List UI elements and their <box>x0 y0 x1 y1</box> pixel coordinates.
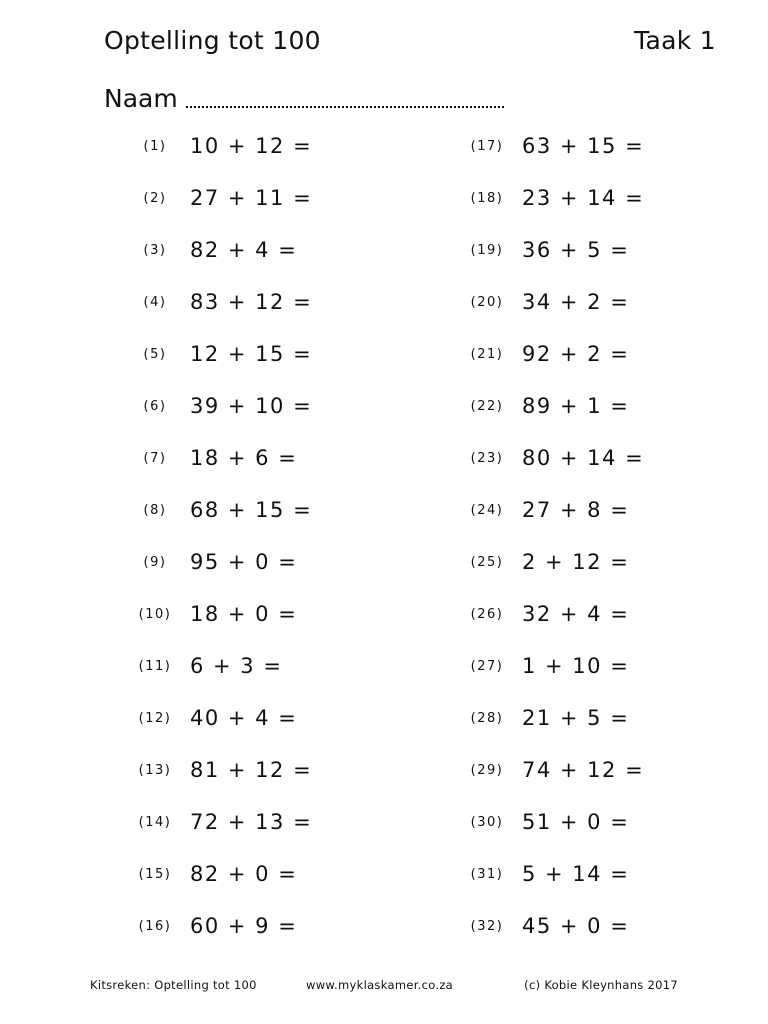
problem-number: (15) <box>138 866 172 882</box>
problem-expression: 95 + 0 = <box>190 550 298 574</box>
problem-item <box>452 276 752 328</box>
problem-number: (17) <box>470 138 504 154</box>
problem-number: (16) <box>138 918 172 934</box>
problem-expression: 34 + 2 = <box>522 290 630 314</box>
problem-number: (4) <box>143 294 167 310</box>
problem-expression: 60 + 9 = <box>190 914 298 938</box>
problem-item <box>452 120 752 172</box>
footer-copyright: (c) Kobie Kleynhans 2017 <box>524 978 678 992</box>
problem-item <box>452 536 752 588</box>
problem-item <box>120 172 420 224</box>
problem-number: (8) <box>143 502 167 518</box>
problem-item <box>452 900 752 952</box>
name-field <box>104 80 504 114</box>
problem-expression: 27 + 11 = <box>190 186 313 210</box>
problem-item <box>120 900 420 952</box>
problem-expression: 40 + 4 = <box>190 706 298 730</box>
problem-expression: 21 + 5 = <box>522 706 630 730</box>
problem-item <box>452 224 752 276</box>
problem-number: (11) <box>138 658 172 674</box>
problem-item <box>452 380 752 432</box>
problem-expression: 18 + 6 = <box>190 446 298 470</box>
problem-item <box>120 692 420 744</box>
problem-expression: 27 + 8 = <box>522 498 630 522</box>
problem-item <box>452 796 752 848</box>
problem-item <box>120 640 420 692</box>
problem-item <box>120 796 420 848</box>
problem-number: (20) <box>470 294 504 310</box>
problem-column-left <box>120 120 420 952</box>
problem-expression: 81 + 12 = <box>190 758 313 782</box>
problem-item <box>452 328 752 380</box>
problem-expression: 72 + 13 = <box>190 810 313 834</box>
problem-item <box>452 692 752 744</box>
problem-number: (31) <box>470 866 504 882</box>
problem-expression: 51 + 0 = <box>522 810 630 834</box>
problem-number: (29) <box>470 762 504 778</box>
problem-item <box>120 848 420 900</box>
problem-number: (3) <box>143 242 167 258</box>
problem-item <box>120 120 420 172</box>
footer-website: www.myklaskamer.co.za <box>306 978 454 992</box>
problem-item <box>452 744 752 796</box>
problem-number: (7) <box>143 450 167 466</box>
problem-number: (14) <box>138 814 172 830</box>
problem-item <box>120 380 420 432</box>
problem-number: (9) <box>143 554 167 570</box>
problem-item <box>120 588 420 640</box>
problem-item <box>120 328 420 380</box>
footer-title: Kitsreken: Optelling tot 100 <box>90 978 257 992</box>
problem-expression: 92 + 2 = <box>522 342 630 366</box>
problem-expression: 82 + 4 = <box>190 238 298 262</box>
problem-number: (2) <box>143 190 167 206</box>
problem-item <box>452 432 752 484</box>
problem-expression: 32 + 4 = <box>522 602 630 626</box>
problem-expression: 23 + 14 = <box>522 186 645 210</box>
problem-item <box>120 484 420 536</box>
problem-number: (27) <box>470 658 504 674</box>
problem-expression: 1 + 10 = <box>522 654 630 678</box>
problem-item <box>452 484 752 536</box>
problem-column-right <box>452 120 752 952</box>
problem-expression: 63 + 15 = <box>522 134 645 158</box>
problem-item <box>120 744 420 796</box>
name-label: Naam <box>104 84 178 113</box>
problem-number: (30) <box>470 814 504 830</box>
problem-number: (6) <box>143 398 167 414</box>
problem-expression: 6 + 3 = <box>190 654 283 678</box>
problem-expression: 10 + 12 = <box>190 134 313 158</box>
problem-item <box>452 848 752 900</box>
problem-item <box>452 640 752 692</box>
problem-number: (25) <box>470 554 504 570</box>
problem-number: (28) <box>470 710 504 726</box>
problem-expression: 2 + 12 = <box>522 550 630 574</box>
problem-expression: 36 + 5 = <box>522 238 630 262</box>
problem-number: (18) <box>470 190 504 206</box>
problem-expression: 39 + 10 = <box>190 394 313 418</box>
problem-item <box>120 536 420 588</box>
problem-item <box>120 224 420 276</box>
worksheet-header <box>104 26 716 66</box>
problem-number: (23) <box>470 450 504 466</box>
problem-expression: 83 + 12 = <box>190 290 313 314</box>
problem-number: (32) <box>470 918 504 934</box>
problem-item <box>120 432 420 484</box>
problem-number: (12) <box>138 710 172 726</box>
problem-number: (21) <box>470 346 504 362</box>
problem-list <box>0 120 768 952</box>
problem-item <box>452 588 752 640</box>
problem-expression: 68 + 15 = <box>190 498 313 522</box>
problem-expression: 45 + 0 = <box>522 914 630 938</box>
problem-item <box>452 172 752 224</box>
problem-number: (1) <box>143 138 167 154</box>
problem-number: (24) <box>470 502 504 518</box>
worksheet-title: Optelling tot 100 <box>104 26 321 55</box>
problem-expression: 82 + 0 = <box>190 862 298 886</box>
problem-expression: 74 + 12 = <box>522 758 645 782</box>
problem-expression: 18 + 0 = <box>190 602 298 626</box>
problem-number: (26) <box>470 606 504 622</box>
task-number: Taak 1 <box>634 26 716 55</box>
problem-number: (19) <box>470 242 504 258</box>
problem-number: (22) <box>470 398 504 414</box>
problem-expression: 5 + 14 = <box>522 862 630 886</box>
problem-expression: 12 + 15 = <box>190 342 313 366</box>
problem-expression: 80 + 14 = <box>522 446 645 470</box>
worksheet-footer <box>90 978 678 998</box>
name-dotted-line <box>186 106 504 108</box>
problem-number: (5) <box>143 346 167 362</box>
problem-item <box>120 276 420 328</box>
problem-number: (13) <box>138 762 172 778</box>
problem-number: (10) <box>138 606 172 622</box>
problem-expression: 89 + 1 = <box>522 394 630 418</box>
